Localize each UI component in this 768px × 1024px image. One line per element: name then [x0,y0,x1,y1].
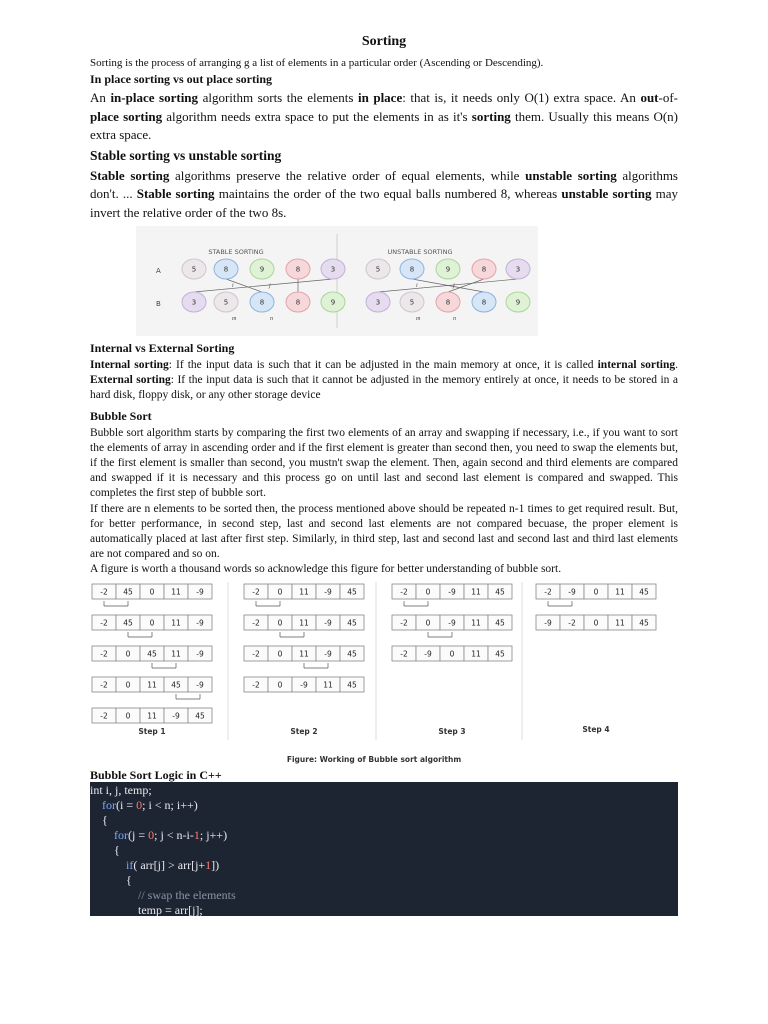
unstable-a-ball [400,259,424,279]
document-page [90,34,678,772]
array-value: -9 [196,649,204,659]
array-value: 45 [639,618,649,628]
array-value: -2 [252,587,260,597]
svg-text:8: 8 [295,265,301,274]
svg-text:9: 9 [445,265,451,274]
unstable-arrow-3 [378,279,518,292]
array-value: -9 [324,587,332,597]
array-value: -9 [172,711,180,721]
row-a-label: A [156,267,161,275]
stable-b-ball [214,292,238,312]
array-value: -2 [100,711,108,721]
code-block [90,782,678,916]
array-value: 0 [449,649,455,659]
array-value: 45 [147,649,157,659]
svg-text:3: 3 [375,298,381,307]
bubble-step [536,584,656,734]
array-value: 45 [347,680,357,690]
svg-text:8: 8 [295,298,301,307]
array-value: 11 [471,587,481,597]
stable-sub-j: j [269,283,271,289]
array-value: 11 [147,680,157,690]
array-value: 11 [471,649,481,659]
array-value: 45 [347,587,357,597]
unstable-b-ball [472,292,496,312]
code-line-4: for(j = 0; j < n-i-1; j++) [114,828,228,842]
svg-text:3: 3 [191,298,197,307]
array-value: -2 [568,618,576,628]
unstable-a-ball [366,259,390,279]
array-value: -2 [100,649,108,659]
stable-sub-m: m [232,316,237,322]
array-value: -2 [544,587,552,597]
array-value: -9 [424,649,432,659]
stable-paragraph: Stable sorting algorithms preserve the relative order of equal elements, while unstable sorting algorithms don't. ... Stable sorting maintains the order of the two equal balls numbered 8, whereas unstable sorting may invert the relative order of the two 8s. [90,167,678,220]
code-line-5: { [114,843,120,857]
svg-text:5: 5 [223,298,229,307]
stable-a-ball [321,259,345,279]
array-value: -9 [324,618,332,628]
bubble-paragraph-3: A figure is worth a thousand words so acknowledge this figure for better understanding of bubble sort. [90,563,562,576]
bubble-step [244,584,364,736]
svg-text:3: 3 [330,265,336,274]
code-line-6: if( arr[j] > arr[j+1]) [126,858,220,872]
array-value: -2 [252,680,260,690]
array-value: 11 [299,587,309,597]
stable-b-ball [321,292,345,312]
step-label: Step 2 [290,726,318,736]
array-value: -9 [196,680,204,690]
svg-text:3: 3 [515,265,521,274]
unstable-sub-m: m [416,316,421,322]
svg-text:9: 9 [259,265,265,274]
svg-text:5: 5 [375,265,381,274]
stable-b-ball [286,292,310,312]
array-value: -2 [252,618,260,628]
stable-heading: Stable sorting vs unstable sorting [90,147,282,163]
array-value: 11 [615,618,625,628]
unstable-sub-j: j [453,283,455,289]
stable-sorting-figure [136,226,538,336]
code-line-1: int i, j, temp; [90,783,152,797]
external-paragraph: Internal sorting: If the input data is such that it can be adjusted in the main memory at once, it is called internal sorting. External sorting: If the input data is such that it cannot be adjusted in the memory entirely at once, it needs to be stored in a hard disk, floppy disk, or any other storage device [90,359,678,402]
array-value: 11 [147,711,157,721]
array-value: 45 [195,711,205,721]
unstable-b-ball [366,292,390,312]
array-value: 0 [277,618,283,628]
array-value: 11 [323,680,333,690]
array-value: 45 [495,587,505,597]
array-value: 45 [639,587,649,597]
array-value: -2 [400,649,408,659]
svg-text:5: 5 [191,265,197,274]
unstable-sub-n: n [453,316,456,322]
stable-sub-i: i [232,283,234,289]
array-value: 0 [425,587,431,597]
array-value: 0 [125,680,131,690]
code-comment: // swap the elements [138,888,236,902]
array-value: 0 [277,680,283,690]
logic-heading: Bubble Sort Logic in C++ [90,768,222,782]
svg-text:5: 5 [409,298,415,307]
svg-text:8: 8 [481,265,487,274]
figure-caption: Figure: Working of Bubble sort algorithm [286,754,462,764]
array-value: 45 [495,618,505,628]
inplace-heading: In place sorting vs out place sorting [90,72,273,86]
svg-text:8: 8 [223,265,229,274]
array-value: 45 [495,649,505,659]
svg-text:9: 9 [515,298,521,307]
array-value: 0 [149,587,155,597]
unstable-a-ball [472,259,496,279]
array-value: -2 [252,649,260,659]
unstable-sorting-label: UNSTABLE SORTING [387,248,453,256]
array-value: 11 [615,587,625,597]
array-value: -9 [196,618,204,628]
intro-text: Sorting is the process of arranging g a list of elements in a particular order (Ascending or Descending). [90,57,544,69]
bubble-step [392,584,512,736]
array-value: 45 [347,618,357,628]
array-value: -9 [324,649,332,659]
bubble-heading: Bubble Sort [90,408,152,423]
array-value: 11 [171,649,181,659]
stable-a-ball [214,259,238,279]
unstable-b-ball [506,292,530,312]
array-value: 0 [593,587,599,597]
stable-a-ball [182,259,206,279]
array-value: 45 [347,649,357,659]
bubble-steps [92,582,656,740]
svg-text:8: 8 [409,265,415,274]
array-value: 0 [277,649,283,659]
unstable-a-ball [436,259,460,279]
array-value: 45 [123,618,133,628]
unstable-b-ball [400,292,424,312]
svg-text:8: 8 [259,298,265,307]
step-label: Step 3 [438,726,466,736]
stable-b-ball [182,292,206,312]
stable-sorting-diagram [136,226,538,336]
stable-a-ball [286,259,310,279]
array-value: 0 [277,587,283,597]
code-line-3: { [102,813,108,827]
array-value: 0 [125,649,131,659]
array-value: 0 [593,618,599,628]
unstable-a-ball [506,259,530,279]
array-value: 45 [171,680,181,690]
array-value: 0 [125,711,131,721]
stable-b-ball [250,292,274,312]
svg-text:8: 8 [481,298,487,307]
row-b-label: B [156,300,161,308]
bubble-step [92,584,212,736]
array-value: 45 [123,587,133,597]
code-line-7: { [126,873,132,887]
bubble-paragraph-2: If there are n elements to be sorted then, the process mentioned above should be repeated n-1 times to get required result. But, for better performance, in second step, last and second last elements are not compared becuase, the proper element is automatically placed at last after first step. Similarly, in third step, last and second last and second last and third last elements are not compared and so on. [90,502,678,561]
array-value: 0 [149,618,155,628]
stable-sorting-label: STABLE SORTING [208,248,264,256]
array-value: -9 [448,618,456,628]
array-value: -2 [100,680,108,690]
array-value: -2 [100,618,108,628]
stable-sub-n: n [270,316,273,322]
step-label: Step 4 [582,724,610,734]
external-heading: Internal vs External Sorting [90,341,235,355]
array-value: 11 [171,618,181,628]
array-value: -2 [400,618,408,628]
unstable-b-ball [436,292,460,312]
array-value: -9 [448,587,456,597]
bubble-paragraph-1: Bubble sort algorithm starts by comparing the first two elements of an array and swapping if necessary, i.e., if you want to sort the elements of array in ascending order and if the first element is greater than second then, you need to swap the elements but, if the first element is smaller than second, you mustn't swap the element. Then, again second and third elements are compared and swapped if it is necessary and this process go on until last and second last element is compared and swapped. This completes the first step of bubble sort. [90,426,678,500]
array-value: -9 [544,618,552,628]
array-value: 0 [425,618,431,628]
stable-a-ball [250,259,274,279]
array-value: -2 [400,587,408,597]
svg-text:9: 9 [330,298,336,307]
bubble-sort-diagram [90,582,678,772]
svg-text:8: 8 [445,298,451,307]
array-value: 11 [299,649,309,659]
array-value: 11 [171,587,181,597]
inplace-paragraph: An in-place sorting algorithm sorts the elements in place: that is, it needs only O(1) extra space. An out-of-place sorting algorithm needs extra space to put the elements in as it's sorting them. Usually this means O(n) extra space. [90,90,679,142]
page-title: Sorting [361,34,407,49]
array-value: 11 [471,618,481,628]
array-value: 11 [299,618,309,628]
unstable-sub-i: i [416,283,418,289]
array-value: -2 [100,587,108,597]
balls [182,259,530,312]
step-label: Step 1 [138,726,166,736]
array-value: -9 [196,587,204,597]
bubble-sort-figure [90,582,678,772]
stable-arrow-3 [194,279,333,292]
code-line-2: for(i = 0; i < n; i++) [102,798,198,812]
array-value: -9 [300,680,308,690]
code-line-9: temp = arr[j]; [138,903,203,916]
array-value: -9 [568,587,576,597]
order-arrows [194,279,518,292]
